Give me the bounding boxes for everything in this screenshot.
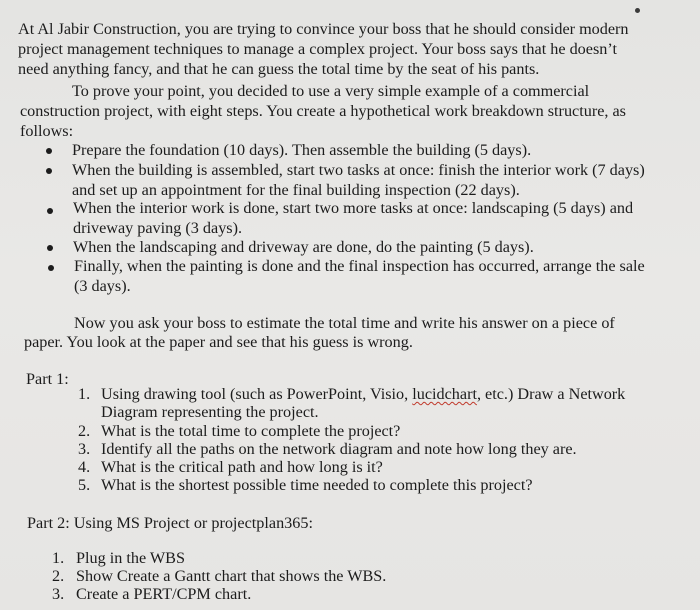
bullet-3-text-a: When the interior work is done, start two more tasks at once: landscaping (5 days) and bbox=[73, 199, 634, 217]
mid-line-2: paper. You look at the paper and see that his guess is wrong. bbox=[24, 333, 413, 351]
mid-line-1: Now you ask your boss to estimate the total time and write his answer on a piece of bbox=[74, 314, 615, 332]
part1-item-5-number: 5. bbox=[78, 476, 91, 494]
part2-item-1-text: Plug in the WBS bbox=[76, 549, 185, 567]
intro-line-6: follows: bbox=[20, 122, 74, 140]
bullet-4-text: When the landscaping and driveway are done, do the painting (5 days). bbox=[73, 238, 534, 256]
intro-line-1: At Al Jabir Construction, you are trying to convince your boss that he should consider modern bbox=[18, 20, 629, 38]
lucidchart-word: lucidchart bbox=[412, 385, 477, 403]
part1-heading: Part 1: bbox=[26, 370, 69, 388]
part1-item-1-text-a: Using drawing tool (such as PowerPoint, Visio, lucidchart, etc.) Draw a Network bbox=[101, 385, 626, 403]
intro-line-2: project management techniques to manage a complex project. Your boss says that he doesn’t bbox=[18, 40, 617, 58]
part2-item-2-number: 2. bbox=[52, 567, 65, 585]
part1-item-3-text: Identify all the paths on the network diagram and note how long they are. bbox=[101, 440, 577, 458]
part1-item-4-text: What is the critical path and how long is it? bbox=[101, 458, 383, 476]
part2-item-3-text: Create a PERT/CPM chart. bbox=[76, 585, 252, 603]
part1-item-1-text-b: Diagram representing the project. bbox=[101, 403, 319, 421]
bullet-5-text-b: (3 days). bbox=[74, 277, 131, 295]
bullet-2-text-a: When the building is assembled, start two tasks at once: finish the interior work (7 days) bbox=[72, 161, 645, 179]
part1-item-2-number: 2. bbox=[78, 422, 91, 440]
ink-dot bbox=[635, 8, 640, 13]
intro-line-5: construction project, with eight steps. You create a hypothetical work breakdown structure, as bbox=[20, 102, 626, 120]
bullet-1-marker bbox=[46, 148, 52, 154]
part1-item-5-text: What is the shortest possible time needed to complete this project? bbox=[101, 476, 533, 494]
intro-line-3: need anything fancy, and that he can guess the total time by the seat of his pants. bbox=[18, 60, 540, 78]
part1-item-4-number: 4. bbox=[78, 458, 91, 476]
part2-item-2-text: Show Create a Gantt chart that shows the WBS. bbox=[76, 567, 387, 585]
bullet-1-text: Prepare the foundation (10 days). Then assemble the building (5 days). bbox=[72, 141, 532, 159]
intro-line-4: To prove your point, you decided to use a very simple example of a commercial bbox=[72, 82, 590, 100]
part2-heading: Part 2: Using MS Project or projectplan365: bbox=[27, 514, 313, 532]
bullet-3-text-b: driveway paving (3 days). bbox=[73, 219, 243, 237]
bullet-5-marker bbox=[48, 265, 54, 271]
bullet-3-marker bbox=[47, 208, 53, 214]
bullet-4-marker bbox=[47, 245, 53, 251]
part2-item-3-number: 3. bbox=[52, 585, 65, 603]
part1-item-2-text: What is the total time to complete the project? bbox=[101, 422, 401, 440]
bullet-5-text-a: Finally, when the painting is done and the final inspection has occurred, arrange the sale bbox=[74, 257, 645, 275]
part1-item-1-number: 1. bbox=[78, 385, 91, 403]
part2-item-1-number: 1. bbox=[52, 549, 65, 567]
part1-item-3-number: 3. bbox=[78, 440, 91, 458]
bullet-2-text-b: and set up an appointment for the final building inspection (22 days). bbox=[72, 181, 520, 199]
bullet-2-marker bbox=[46, 168, 52, 174]
